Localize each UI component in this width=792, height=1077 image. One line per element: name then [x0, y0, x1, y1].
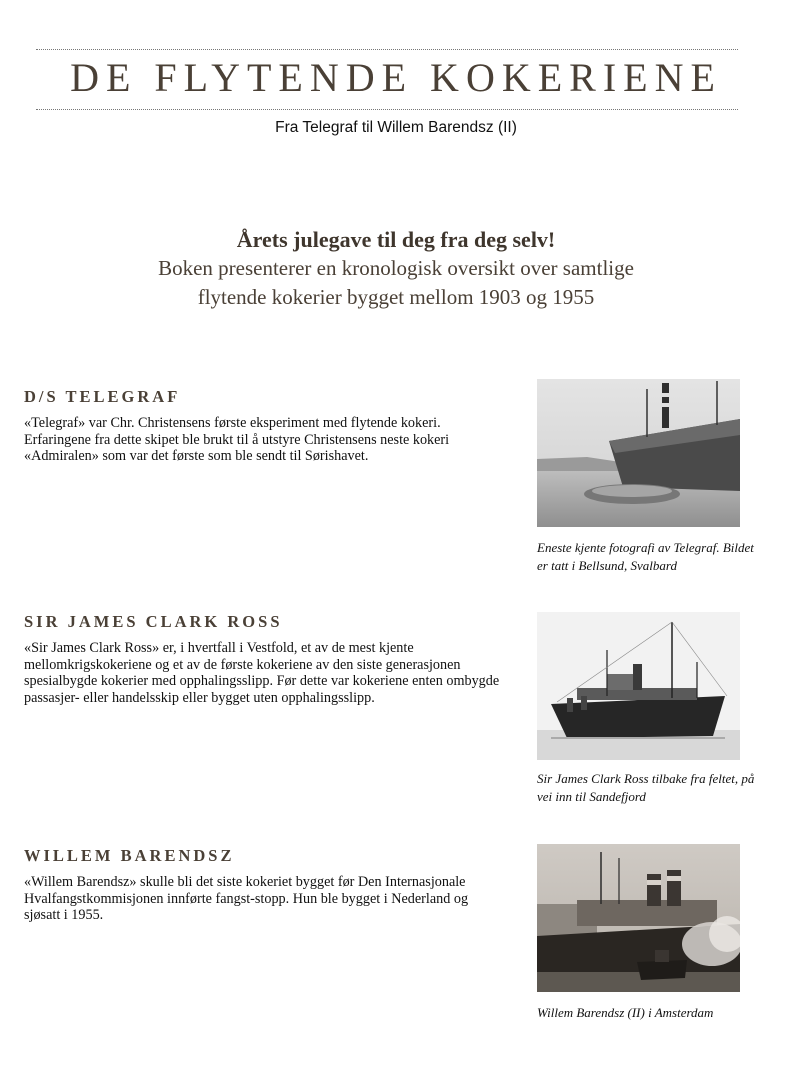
promo-headline: Årets julegave til deg fra deg selv! [236, 227, 556, 252]
section-title: SIR JAMES CLARK ROSS [24, 612, 283, 631]
section-body: «Telegraf» var Chr. Christensens første eksperiment med flytende kokeri. Erfaringene fra dette skipet ble brukt til å utstyre Christensens neste kokeri «Admiralen» som var det første som ble sendt til Sørishavet. [24, 415, 450, 465]
section-body: «Sir James Clark Ross» er, i hvertfall i Vestfold, et av de mest kjente mellomkrigskokeriene og et av de første kokeriene av den siste generasjonen spesialbygde kokerier med opphalingsslipp. Før dette var kokeriene enten ombygde passasjer- eller handelsskip eller bygget uten opphalingsslipp. [24, 640, 500, 706]
telegraf-photo [537, 379, 740, 527]
section-title: WILLEM BARENDSZ [24, 846, 235, 865]
promo-line-1: Boken presenterer en kronologisk oversikt over samtlige [158, 256, 634, 280]
section-willem-barendsz [24, 846, 764, 1020]
promo-line-2: flytende kokerier bygget mellom 1903 og 1955 [197, 285, 595, 309]
page-subtitle: Fra Telegraf til Willem Barendsz (II) [275, 119, 517, 136]
sir-james-clark-ross-photo [537, 612, 740, 760]
section-telegraf [24, 387, 764, 573]
top-dotted-rule [36, 49, 738, 50]
page-title: DE FLYTENDE KOKERIENE [70, 55, 722, 100]
bottom-dotted-rule [36, 109, 738, 110]
photo-caption: Willem Barendsz (II) i Amsterdam [537, 1005, 714, 1020]
section-body: «Willem Barendsz» skulle bli det siste kokeriet bygget før Den Internasjonale Hvalfangstkommisjonen innførte fangst-stopp. Hun ble bygget i Nederland og sjøsatt i 1955. [24, 874, 469, 924]
promo-block [0, 226, 792, 312]
section-title: D/S TELEGRAF [24, 387, 181, 406]
photo-caption: Eneste kjente fotografi av Telegraf. Bildet er tatt i Bellsund, Svalbard [537, 540, 754, 573]
willem-barendsz-photo [537, 844, 740, 992]
photo-caption: Sir James Clark Ross tilbake fra feltet, på vei inn til Sandefjord [537, 771, 755, 804]
section-sir-james-clark-ross [24, 612, 764, 804]
